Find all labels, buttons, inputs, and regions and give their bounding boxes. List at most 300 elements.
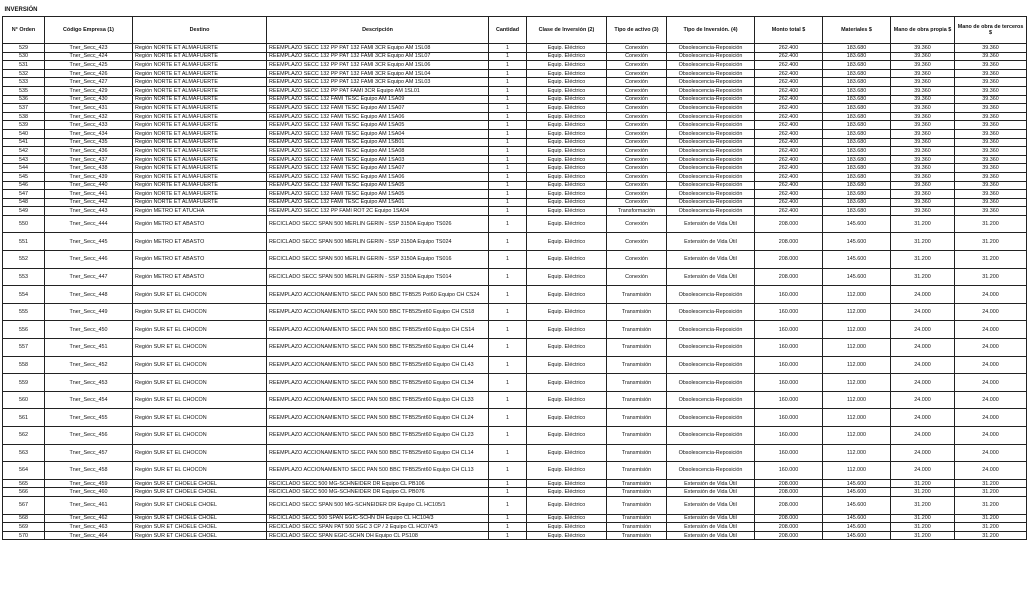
materials-cell: 112.000	[823, 286, 891, 304]
materials-cell: 112.000	[823, 356, 891, 374]
investment-class-cell: Equip. Eléctrico	[527, 181, 607, 190]
quantity-cell: 1	[489, 86, 527, 95]
description-cell: REEMPLAZO SECC 132 FAMI TESC Equipo AM 1SA01	[267, 198, 489, 207]
company-code-cell: Tner_Secc_458	[45, 462, 133, 480]
third-party-labor-cell: 24.000	[955, 374, 1027, 392]
order-number-cell: 538	[3, 112, 45, 121]
quantity-cell: 1	[489, 181, 527, 190]
third-party-labor-cell: 39.360	[955, 69, 1027, 78]
materials-cell: 145.600	[823, 488, 891, 497]
order-number-cell: 540	[3, 129, 45, 138]
asset-type-cell: Conexión	[607, 190, 667, 199]
investment-class-cell: Equip. Eléctrico	[527, 523, 607, 532]
investment-type-cell: Extensión de Vida Útil	[667, 496, 755, 514]
order-number-cell: 552	[3, 251, 45, 269]
materials-cell: 112.000	[823, 339, 891, 357]
destination-cell: Región NORTE ET ALMAFUERTE	[133, 95, 267, 104]
company-code-cell: Tner_Secc_426	[45, 69, 133, 78]
investment-class-cell: Equip. Eléctrico	[527, 479, 607, 488]
order-number-cell: 566	[3, 488, 45, 497]
quantity-cell: 1	[489, 172, 527, 181]
order-number-cell: 560	[3, 391, 45, 409]
investment-type-cell: Extensión de Vida Útil	[667, 479, 755, 488]
total-amount-cell: 262.400	[755, 198, 823, 207]
asset-type-cell: Transmisión	[607, 523, 667, 532]
total-amount-cell: 208.000	[755, 268, 823, 286]
quantity-cell: 1	[489, 321, 527, 339]
asset-type-cell: Transmisión	[607, 391, 667, 409]
company-code-cell: Tner_Secc_440	[45, 181, 133, 190]
table-row	[3, 172, 1027, 181]
own-labor-cell: 39.360	[891, 155, 955, 164]
investment-class-cell: Equip. Eléctrico	[527, 69, 607, 78]
asset-type-cell: Conexión	[607, 138, 667, 147]
description-cell: REEMPLAZO SECC 132 PP PAT 132 FAMI 3CR Equipo AM 1SL08	[267, 44, 489, 53]
table-row	[3, 164, 1027, 173]
own-labor-cell: 24.000	[891, 286, 955, 304]
description-cell: RECICLADO SECC 500 MG-SCHNEIDER DR Equipo CL PB076	[267, 488, 489, 497]
investment-type-cell: Obsolescencia-Reposición	[667, 155, 755, 164]
investment-type-cell: Obsolescencia-Reposición	[667, 207, 755, 216]
table-row	[3, 444, 1027, 462]
asset-type-cell: Transmisión	[607, 496, 667, 514]
total-amount-cell: 208.000	[755, 488, 823, 497]
description-cell: REEMPLAZO SECC 132 PP FAMI ROT 2C Equipo 1SA04	[267, 207, 489, 216]
company-code-cell: Tner_Secc_455	[45, 409, 133, 427]
total-amount-cell: 208.000	[755, 496, 823, 514]
table-row	[3, 190, 1027, 199]
asset-type-cell: Transmisión	[607, 462, 667, 480]
destination-cell: Región SUR ET EL CHOCON	[133, 427, 267, 445]
quantity-cell: 1	[489, 462, 527, 480]
description-cell: REEMPLAZO SECC 132 FAMI TESC Equipo AM 1SA04	[267, 129, 489, 138]
company-code-cell: Tner_Secc_464	[45, 531, 133, 540]
total-amount-cell: 262.400	[755, 52, 823, 61]
investment-type-cell: Obsolescencia-Reposición	[667, 52, 755, 61]
company-code-cell: Tner_Secc_454	[45, 391, 133, 409]
destination-cell: Región NORTE ET ALMAFUERTE	[133, 44, 267, 53]
investment-table	[2, 4, 1027, 540]
order-number-cell: 550	[3, 215, 45, 233]
quantity-cell: 1	[489, 198, 527, 207]
total-amount-cell: 262.400	[755, 129, 823, 138]
destination-cell: Región SUR ET EL CHOCON	[133, 286, 267, 304]
investment-class-cell: Equip. Eléctrico	[527, 531, 607, 540]
order-number-cell: 562	[3, 427, 45, 445]
destination-cell: Región SUR ET EL CHOCON	[133, 409, 267, 427]
total-amount-cell: 208.000	[755, 523, 823, 532]
description-cell: REEMPLAZO SECC 132 PP PAT 132 FAMI 3CR Equipo AM 1SL04	[267, 69, 489, 78]
third-party-labor-cell: 31.200	[955, 233, 1027, 251]
quantity-cell: 1	[489, 356, 527, 374]
total-amount-cell: 262.400	[755, 121, 823, 130]
investment-class-cell: Equip. Eléctrico	[527, 233, 607, 251]
description-cell: REEMPLAZO SECC 132 FAMI TESC Equipo AM 1SA06	[267, 172, 489, 181]
materials-cell: 183.680	[823, 147, 891, 156]
own-labor-cell: 39.360	[891, 198, 955, 207]
destination-cell: Región SUR ET EL CHOCON	[133, 303, 267, 321]
third-party-labor-cell: 39.360	[955, 104, 1027, 113]
investment-class-cell: Equip. Eléctrico	[527, 488, 607, 497]
own-labor-cell: 31.200	[891, 496, 955, 514]
investment-type-cell: Obsolescencia-Reposición	[667, 172, 755, 181]
company-code-cell: Tner_Secc_437	[45, 155, 133, 164]
table-row	[3, 409, 1027, 427]
destination-cell: Región NORTE ET ALMAFUERTE	[133, 69, 267, 78]
own-labor-cell: 31.200	[891, 488, 955, 497]
asset-type-cell: Conexión	[607, 129, 667, 138]
quantity-cell: 1	[489, 104, 527, 113]
quantity-cell: 1	[489, 409, 527, 427]
description-cell: REEMPLAZO SECC 132 FAMI TESC Equipo AM 1SA06	[267, 112, 489, 121]
asset-type-cell: Transmisión	[607, 444, 667, 462]
destination-cell: Región NORTE ET ALMAFUERTE	[133, 86, 267, 95]
third-party-labor-cell: 24.000	[955, 303, 1027, 321]
total-amount-cell: 208.000	[755, 251, 823, 269]
investment-type-cell: Obsolescencia-Reposición	[667, 112, 755, 121]
third-party-labor-cell: 39.360	[955, 61, 1027, 70]
description-cell: REEMPLAZO SECC 132 FAMI TESC Equipo AM 1SA07	[267, 104, 489, 113]
materials-cell: 183.680	[823, 61, 891, 70]
third-party-labor-cell: 39.360	[955, 164, 1027, 173]
quantity-cell: 1	[489, 233, 527, 251]
third-party-labor-cell: 39.360	[955, 198, 1027, 207]
destination-cell: Región NORTE ET ALMAFUERTE	[133, 147, 267, 156]
materials-cell: 112.000	[823, 409, 891, 427]
own-labor-cell: 39.360	[891, 190, 955, 199]
order-number-cell: 530	[3, 52, 45, 61]
table-row	[3, 391, 1027, 409]
own-labor-cell: 39.360	[891, 147, 955, 156]
destination-cell: Región SUR ET EL CHOCON	[133, 444, 267, 462]
third-party-labor-cell: 39.360	[955, 95, 1027, 104]
total-amount-cell: 160.000	[755, 303, 823, 321]
own-labor-cell: 24.000	[891, 409, 955, 427]
destination-cell: Región SUR ET CHOELE CHOEL	[133, 488, 267, 497]
col-mo-propia-header: Mano de obra propia $	[891, 17, 955, 44]
order-number-cell: 545	[3, 172, 45, 181]
destination-cell: Región NORTE ET ALMAFUERTE	[133, 112, 267, 121]
third-party-labor-cell: 24.000	[955, 339, 1027, 357]
description-cell: REEMPLAZO ACCIONAMIENTO SECC PAN 500 BBC TFB525nt60 Equipo CH CS14	[267, 321, 489, 339]
asset-type-cell: Conexión	[607, 95, 667, 104]
table-row	[3, 121, 1027, 130]
table-row	[3, 356, 1027, 374]
investment-type-cell: Obsolescencia-Reposición	[667, 129, 755, 138]
total-amount-cell: 262.400	[755, 164, 823, 173]
asset-type-cell: Conexión	[607, 104, 667, 113]
asset-type-cell: Conexión	[607, 198, 667, 207]
destination-cell: Región SUR ET CHOELE CHOEL	[133, 479, 267, 488]
investment-class-cell: Equip. Eléctrico	[527, 44, 607, 53]
own-labor-cell: 39.360	[891, 138, 955, 147]
third-party-labor-cell: 39.360	[955, 121, 1027, 130]
table-row	[3, 207, 1027, 216]
table-row	[3, 462, 1027, 480]
quantity-cell: 1	[489, 479, 527, 488]
investment-class-cell: Equip. Eléctrico	[527, 121, 607, 130]
company-code-cell: Tner_Secc_441	[45, 190, 133, 199]
third-party-labor-cell: 39.360	[955, 147, 1027, 156]
order-number-cell: 547	[3, 190, 45, 199]
col-monto-header: Monto total $	[755, 17, 823, 44]
total-amount-cell: 262.400	[755, 147, 823, 156]
own-labor-cell: 24.000	[891, 427, 955, 445]
total-amount-cell: 262.400	[755, 61, 823, 70]
table-body	[3, 44, 1027, 540]
investment-type-cell: Extensión de Vida Útil	[667, 531, 755, 540]
total-amount-cell: 262.400	[755, 112, 823, 121]
own-labor-cell: 31.200	[891, 523, 955, 532]
company-code-cell: Tner_Secc_449	[45, 303, 133, 321]
order-number-cell: 567	[3, 496, 45, 514]
investment-class-cell: Equip. Eléctrico	[527, 321, 607, 339]
destination-cell: Región NORTE ET ALMAFUERTE	[133, 52, 267, 61]
investment-class-cell: Equip. Eléctrico	[527, 444, 607, 462]
investment-type-cell: Extensión de Vida Útil	[667, 523, 755, 532]
description-cell: REEMPLAZO ACCIONAMIENTO SECC PAN 500 BBC TFB525nt60 Equipo CH CL14	[267, 444, 489, 462]
third-party-labor-cell: 31.200	[955, 531, 1027, 540]
quantity-cell: 1	[489, 391, 527, 409]
third-party-labor-cell: 39.360	[955, 86, 1027, 95]
quantity-cell: 1	[489, 286, 527, 304]
destination-cell: Región NORTE ET ALMAFUERTE	[133, 164, 267, 173]
table-row	[3, 129, 1027, 138]
own-labor-cell: 39.360	[891, 121, 955, 130]
third-party-labor-cell: 31.200	[955, 251, 1027, 269]
own-labor-cell: 39.360	[891, 61, 955, 70]
description-cell: REEMPLAZO ACCIONAMIENTO SECC PAN 500 BBC TFB525nt60 Equipo CH CL43	[267, 356, 489, 374]
total-amount-cell: 262.400	[755, 190, 823, 199]
table-row	[3, 78, 1027, 87]
company-code-cell: Tner_Secc_427	[45, 78, 133, 87]
destination-cell: Región METRO ET ABASTO	[133, 251, 267, 269]
third-party-labor-cell: 39.360	[955, 52, 1027, 61]
own-labor-cell: 31.200	[891, 531, 955, 540]
total-amount-cell: 160.000	[755, 374, 823, 392]
asset-type-cell: Conexión	[607, 61, 667, 70]
col-mo-terceros-header: Mano de obra de terceros $	[955, 17, 1027, 44]
description-cell: REEMPLAZO SECC 132 FAMI TESC Equipo AM 1SA08	[267, 147, 489, 156]
order-number-cell: 555	[3, 303, 45, 321]
asset-type-cell: Conexión	[607, 52, 667, 61]
investment-type-cell: Obsolescencia-Reposición	[667, 356, 755, 374]
table-row	[3, 44, 1027, 53]
materials-cell: 145.600	[823, 479, 891, 488]
materials-cell: 183.680	[823, 138, 891, 147]
materials-cell: 183.680	[823, 95, 891, 104]
destination-cell: Región NORTE ET ALMAFUERTE	[133, 104, 267, 113]
total-amount-cell: 208.000	[755, 531, 823, 540]
table-row	[3, 198, 1027, 207]
table-row	[3, 479, 1027, 488]
description-cell: REEMPLAZO SECC 132 PP PAT 132 FAMI 3CR Equipo AM 1SL06	[267, 61, 489, 70]
asset-type-cell: Transmisión	[607, 339, 667, 357]
description-cell: REEMPLAZO SECC 132 FAMI TESC Equipo AM 1SA07	[267, 164, 489, 173]
investment-class-cell: Equip. Eléctrico	[527, 496, 607, 514]
company-code-cell: Tner_Secc_452	[45, 356, 133, 374]
company-code-cell: Tner_Secc_432	[45, 112, 133, 121]
table-row	[3, 104, 1027, 113]
quantity-cell: 1	[489, 215, 527, 233]
investment-type-cell: Obsolescencia-Reposición	[667, 44, 755, 53]
third-party-labor-cell: 39.360	[955, 181, 1027, 190]
description-cell: REEMPLAZO SECC 132 FAMI TESC Equipo AM 1SA09	[267, 95, 489, 104]
investment-type-cell: Obsolescencia-Reposición	[667, 86, 755, 95]
description-cell: RECICLADO SECC SPAN PAT 500 SGC 3 CP / 2 Equipo CL HC074/3	[267, 523, 489, 532]
col-descripcion-header: Descripción	[267, 17, 489, 44]
investment-type-cell: Obsolescencia-Reposición	[667, 138, 755, 147]
own-labor-cell: 24.000	[891, 444, 955, 462]
materials-cell: 183.680	[823, 69, 891, 78]
third-party-labor-cell: 39.360	[955, 207, 1027, 216]
quantity-cell: 1	[489, 95, 527, 104]
total-amount-cell: 262.400	[755, 86, 823, 95]
order-number-cell: 558	[3, 356, 45, 374]
destination-cell: Región SUR ET CHOELE CHOEL	[133, 531, 267, 540]
third-party-labor-cell: 24.000	[955, 321, 1027, 339]
quantity-cell: 1	[489, 78, 527, 87]
investment-type-cell: Obsolescencia-Reposición	[667, 444, 755, 462]
investment-class-cell: Equip. Eléctrico	[527, 427, 607, 445]
table-row	[3, 155, 1027, 164]
table-row	[3, 488, 1027, 497]
materials-cell: 112.000	[823, 462, 891, 480]
order-number-cell: 564	[3, 462, 45, 480]
own-labor-cell: 24.000	[891, 339, 955, 357]
investment-class-cell: Equip. Eléctrico	[527, 104, 607, 113]
order-number-cell: 554	[3, 286, 45, 304]
destination-cell: Región METRO ET ATUCHA	[133, 207, 267, 216]
own-labor-cell: 31.200	[891, 233, 955, 251]
asset-type-cell: Conexión	[607, 268, 667, 286]
description-cell: REEMPLAZO ACCIONAMIENTO SECC PAN 500 BBC TFB525nt60 Equipo CH CL33	[267, 391, 489, 409]
table-row	[3, 268, 1027, 286]
third-party-labor-cell: 24.000	[955, 391, 1027, 409]
table-row	[3, 112, 1027, 121]
description-cell: REEMPLAZO ACCIONAMIENTO SECC PAN 500 BBC TFB525 Pot60 Equipo CH CS24	[267, 286, 489, 304]
company-code-cell: Tner_Secc_434	[45, 129, 133, 138]
materials-cell: 145.600	[823, 233, 891, 251]
total-amount-cell: 160.000	[755, 339, 823, 357]
materials-cell: 183.680	[823, 172, 891, 181]
third-party-labor-cell: 24.000	[955, 427, 1027, 445]
quantity-cell: 1	[489, 523, 527, 532]
order-number-cell: 570	[3, 531, 45, 540]
materials-cell: 183.680	[823, 198, 891, 207]
third-party-labor-cell: 39.360	[955, 138, 1027, 147]
description-cell: RECICLADO SECC SPAN 500 MERLIN GERIN - SSP 3150A Equipo TS016	[267, 251, 489, 269]
order-number-cell: 533	[3, 78, 45, 87]
table-row	[3, 531, 1027, 540]
investment-class-cell: Equip. Eléctrico	[527, 172, 607, 181]
investment-class-cell: Equip. Eléctrico	[527, 78, 607, 87]
quantity-cell: 1	[489, 444, 527, 462]
col-clase-header: Clase de Inversión (2)	[527, 17, 607, 44]
description-cell: REEMPLAZO SECC 132 PP PAT FAMI 3CR Equipo AM 1SL01	[267, 86, 489, 95]
table-row	[3, 514, 1027, 523]
description-cell: REEMPLAZO SECC 132 PP PAT 132 FAMI 3CR Equipo AM 1SL03	[267, 78, 489, 87]
company-code-cell: Tner_Secc_425	[45, 61, 133, 70]
total-amount-cell: 160.000	[755, 321, 823, 339]
investment-class-cell: Equip. Eléctrico	[527, 207, 607, 216]
quantity-cell: 1	[489, 155, 527, 164]
asset-type-cell: Transmisión	[607, 409, 667, 427]
quantity-cell: 1	[489, 531, 527, 540]
investment-class-cell: Equip. Eléctrico	[527, 190, 607, 199]
investment-type-cell: Obsolescencia-Reposición	[667, 69, 755, 78]
investment-type-cell: Obsolescencia-Reposición	[667, 303, 755, 321]
order-number-cell: 549	[3, 207, 45, 216]
col-activo-header: Tipo de activo (3)	[607, 17, 667, 44]
total-amount-cell: 160.000	[755, 356, 823, 374]
third-party-labor-cell: 31.200	[955, 514, 1027, 523]
materials-cell: 183.680	[823, 190, 891, 199]
investment-type-cell: Obsolescencia-Reposición	[667, 95, 755, 104]
asset-type-cell: Conexión	[607, 155, 667, 164]
order-number-cell: 537	[3, 104, 45, 113]
description-cell: REEMPLAZO SECC 132 FAMI TESC Equipo AM 1SA05	[267, 190, 489, 199]
description-cell: RECICLADO SECC 500 SPAN EGIC-SCHN DH Equipo CL HC104/3	[267, 514, 489, 523]
company-code-cell: Tner_Secc_430	[45, 95, 133, 104]
company-code-cell: Tner_Secc_423	[45, 44, 133, 53]
third-party-labor-cell: 24.000	[955, 286, 1027, 304]
description-cell: REEMPLAZO SECC 132 FAMI TESC Equipo AM 1SB01	[267, 138, 489, 147]
order-number-cell: 569	[3, 523, 45, 532]
asset-type-cell: Transmisión	[607, 303, 667, 321]
company-code-cell: Tner_Secc_456	[45, 427, 133, 445]
investment-class-cell: Equip. Eléctrico	[527, 391, 607, 409]
total-amount-cell: 208.000	[755, 215, 823, 233]
quantity-cell: 1	[489, 121, 527, 130]
total-amount-cell: 208.000	[755, 514, 823, 523]
investment-type-cell: Obsolescencia-Reposición	[667, 181, 755, 190]
total-amount-cell: 262.400	[755, 44, 823, 53]
asset-type-cell: Conexión	[607, 233, 667, 251]
own-labor-cell: 39.360	[891, 181, 955, 190]
materials-cell: 112.000	[823, 374, 891, 392]
materials-cell: 145.600	[823, 531, 891, 540]
order-number-cell: 553	[3, 268, 45, 286]
materials-cell: 145.600	[823, 268, 891, 286]
destination-cell: Región NORTE ET ALMAFUERTE	[133, 172, 267, 181]
description-cell: REEMPLAZO SECC 132 FAMI TESC Equipo AM 1SA05	[267, 181, 489, 190]
third-party-labor-cell: 31.200	[955, 488, 1027, 497]
quantity-cell: 1	[489, 496, 527, 514]
own-labor-cell: 24.000	[891, 321, 955, 339]
company-code-cell: Tner_Secc_445	[45, 233, 133, 251]
company-code-cell: Tner_Secc_460	[45, 488, 133, 497]
table-row	[3, 251, 1027, 269]
third-party-labor-cell: 31.200	[955, 479, 1027, 488]
investment-class-cell: Equip. Eléctrico	[527, 155, 607, 164]
sheet-title: INVERSIÓN	[3, 4, 1027, 17]
destination-cell: Región NORTE ET ALMAFUERTE	[133, 61, 267, 70]
investment-class-cell: Equip. Eléctrico	[527, 61, 607, 70]
asset-type-cell: Conexión	[607, 251, 667, 269]
order-number-cell: 535	[3, 86, 45, 95]
description-cell: REEMPLAZO SECC 132 PP PAT 132 FAMI 3CR Equipo AM 1SL07	[267, 52, 489, 61]
investment-class-cell: Equip. Eléctrico	[527, 339, 607, 357]
description-cell: REEMPLAZO SECC 132 FAMI TESC Equipo AM 1SA03	[267, 155, 489, 164]
asset-type-cell: Transmisión	[607, 427, 667, 445]
investment-type-cell: Obsolescencia-Reposición	[667, 198, 755, 207]
investment-type-cell: Extensión de Vida Útil	[667, 488, 755, 497]
quantity-cell: 1	[489, 52, 527, 61]
total-amount-cell: 160.000	[755, 391, 823, 409]
asset-type-cell: Conexión	[607, 164, 667, 173]
investment-class-cell: Equip. Eléctrico	[527, 86, 607, 95]
